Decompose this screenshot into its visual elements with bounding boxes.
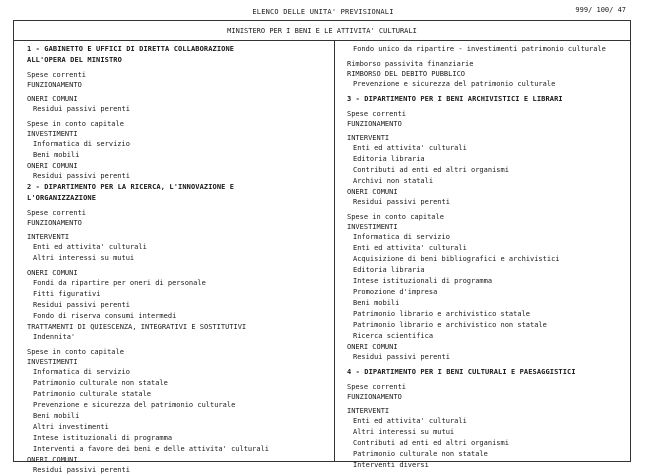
unit-item: Patrimonio culturale non statale — [353, 450, 488, 458]
category-label: Spese correnti — [27, 209, 87, 217]
unit-item: Residui passivi perenti — [33, 105, 130, 113]
unit-item: Contributi ad enti ed altri organismi — [353, 166, 509, 174]
unit-item: Patrimonio culturale non statale — [33, 379, 168, 387]
category-label: RIMBORSO DEL DEBITO PUBBLICO — [347, 70, 466, 78]
unit-item: Beni mobili — [33, 412, 80, 420]
document-code: 999/ 100/ 47 — [575, 6, 626, 14]
unit-item: Interventi diversi — [353, 461, 429, 469]
unit-item: Acquisizione di beni bibliografici e archivistici — [353, 255, 560, 263]
unit-item: Fondi da ripartire per oneri di personale — [33, 279, 206, 287]
category-label: ONERI COMUNI — [27, 162, 78, 170]
category-label: INTERVENTI — [27, 233, 70, 241]
unit-item: Intese istituzionali di programma — [353, 277, 493, 285]
unit-item: Enti ed attivita' culturali — [353, 244, 467, 252]
category-label: Spese in conto capitale — [27, 348, 124, 356]
unit-item: Patrimonio librario e archivistico statale — [353, 310, 531, 318]
unit-item: Enti ed attivita' culturali — [33, 243, 147, 251]
category-label: Spese in conto capitale — [347, 213, 444, 221]
section-heading: ALL'OPERA DEL MINISTRO — [27, 56, 122, 64]
unit-item: Fitti figurativi — [33, 290, 101, 298]
document-title: ELENCO DELLE UNITA' PREVISIONALI — [252, 8, 394, 16]
category-label: INVESTIMENTI — [27, 130, 78, 138]
unit-item: Altri interessi su mutui — [33, 254, 135, 262]
category-label: INTERVENTI — [347, 407, 390, 415]
unit-item: Informatica di servizio — [33, 368, 130, 376]
category-label: ONERI COMUNI — [27, 456, 78, 464]
unit-item: Interventi a favore dei beni e delle attivita' culturali — [33, 445, 270, 453]
category-label: ONERI COMUNI — [27, 269, 78, 277]
unit-item: Editoria libraria — [353, 266, 425, 274]
unit-item: Altri interessi su mutui — [353, 428, 455, 436]
unit-item: Intese istituzionali di programma — [33, 434, 173, 442]
unit-item: Informatica di servizio — [353, 233, 450, 241]
unit-item: Beni mobili — [33, 151, 80, 159]
category-label: TRATTAMENTI DI QUIESCENZA, INTEGRATIVI E SOSTITUTIVI — [27, 323, 247, 331]
unit-item: Enti ed attivita' culturali — [353, 144, 467, 152]
section-heading: 1 - GABINETTO E UFFICI DI DIRETTA COLLABORAZIONE — [27, 45, 235, 53]
section-heading: L'ORGANIZZAZIONE — [27, 194, 97, 202]
section-heading: 3 - DIPARTIMENTO PER I BENI ARCHIVISTICI E LIBRARI — [347, 95, 563, 103]
unit-item: Residui passivi perenti — [353, 353, 450, 361]
category-label: FUNZIONAMENTO — [347, 393, 402, 401]
section-heading: 2 - DIPARTIMENTO PER LA RICERCA, L'INNOVAZIONE E — [27, 183, 235, 191]
section-heading: 4 - DIPARTIMENTO PER I BENI CULTURALI E PAESAGGISTICI — [347, 368, 576, 376]
category-label: Rimborso passivita finanziarie — [347, 60, 474, 68]
unit-item: Informatica di servizio — [33, 140, 130, 148]
category-label: FUNZIONAMENTO — [347, 120, 402, 128]
column-divider — [334, 41, 335, 461]
ministry-heading: MINISTERO PER I BENI E LE ATTIVITA' CULTURALI — [13, 20, 631, 41]
budget-table — [13, 40, 631, 474]
category-label: ONERI COMUNI — [347, 188, 398, 196]
unit-item: Contributi ad enti ed altri organismi — [353, 439, 509, 447]
category-label: ONERI COMUNI — [347, 343, 398, 351]
left-column — [27, 44, 327, 476]
unit-item: Altri investimenti — [33, 423, 109, 431]
unit-item: Residui passivi perenti — [33, 301, 130, 309]
category-label: Spese in conto capitale — [27, 120, 124, 128]
category-label: FUNZIONAMENTO — [27, 81, 82, 89]
unit-item: Patrimonio librario e archivistico non statale — [353, 321, 547, 329]
unit-item: Ricerca scientifica — [353, 332, 434, 340]
category-label: Spese correnti — [347, 383, 407, 391]
unit-item: Prevenzione e sicurezza del patrimonio culturale — [33, 401, 236, 409]
unit-item: Beni mobili — [353, 299, 400, 307]
right-column — [347, 44, 627, 471]
category-label: INVESTIMENTI — [347, 223, 398, 231]
category-label: FUNZIONAMENTO — [27, 219, 82, 227]
unit-item: Patrimonio culturale statale — [33, 390, 152, 398]
unit-item: Promozione d'impresa — [353, 288, 438, 296]
unit-item: Archivi non statali — [353, 177, 434, 185]
unit-item: Prevenzione e sicurezza del patrimonio culturale — [353, 80, 556, 88]
unit-item: Indennita' — [33, 333, 76, 341]
unit-item: Editoria libraria — [353, 155, 425, 163]
unit-item: Residui passivi perenti — [33, 466, 130, 474]
category-label: ONERI COMUNI — [27, 95, 78, 103]
unit-item: Fondo unico da ripartire - investimenti patrimonio culturale — [353, 45, 606, 53]
unit-item: Enti ed attivita' culturali — [353, 417, 467, 425]
unit-item: Residui passivi perenti — [33, 172, 130, 180]
category-label: INVESTIMENTI — [27, 358, 78, 366]
category-label: Spese correnti — [27, 71, 87, 79]
unit-item: Residui passivi perenti — [353, 198, 450, 206]
category-label: INTERVENTI — [347, 134, 390, 142]
unit-item: Fondo di riserva consumi intermedi — [33, 312, 177, 320]
category-label: Spese correnti — [347, 110, 407, 118]
